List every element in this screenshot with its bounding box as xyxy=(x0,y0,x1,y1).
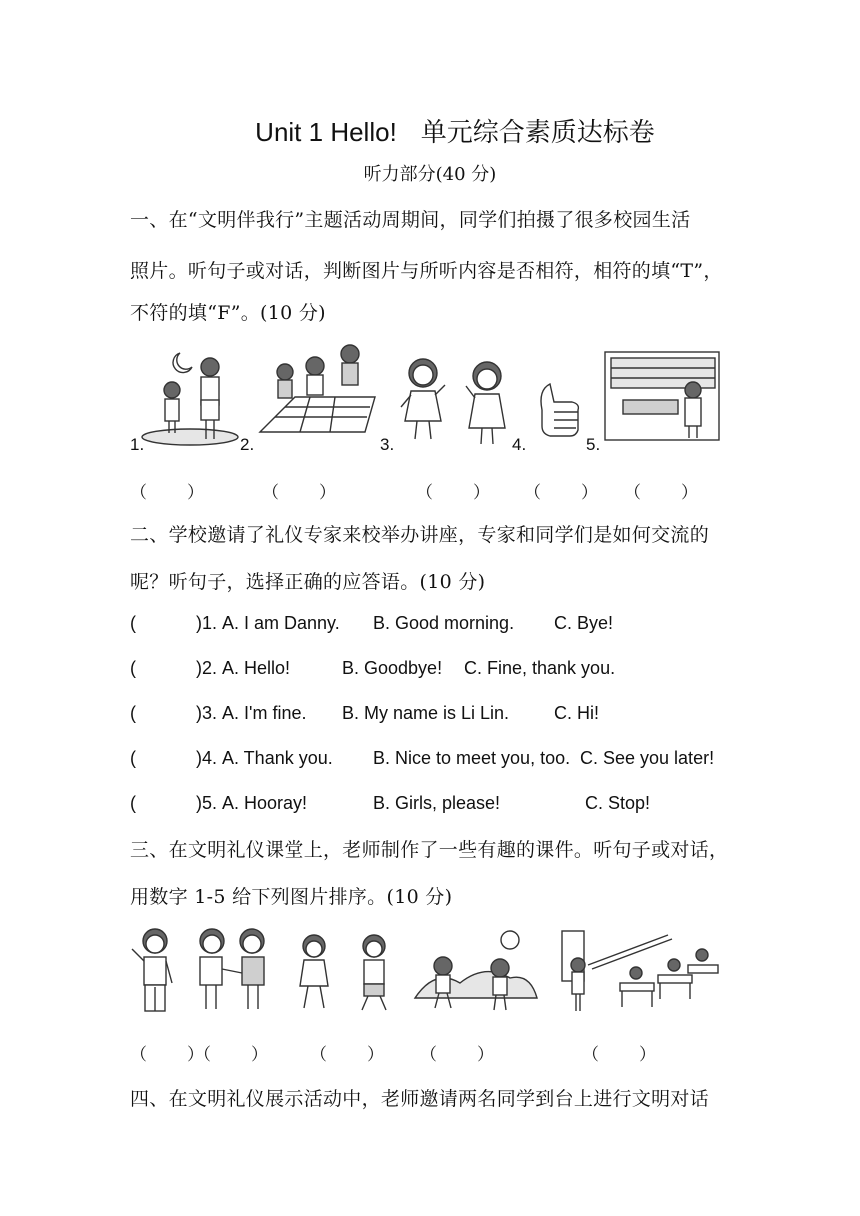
outdoor-greeting-picture xyxy=(415,928,540,1018)
classroom-picture xyxy=(558,925,723,1020)
order-blank-3[interactable]: （ ） xyxy=(310,1045,386,1065)
question-number: )3. xyxy=(196,703,218,723)
answer-paren[interactable]: ( xyxy=(130,658,136,678)
girl-greeting-picture xyxy=(462,358,512,448)
title-english: Unit 1 Hello! xyxy=(255,117,397,147)
picture-number-1: 1. xyxy=(130,435,145,454)
picture-number-5: 5. xyxy=(586,435,601,454)
section2-instruction-line1: 二、学校邀请了礼仪专家来校举办讲座，专家和同学们是如何交流的 xyxy=(130,524,710,546)
thumbs-up-picture xyxy=(532,380,587,440)
order-blank-1[interactable]: （ ） xyxy=(130,1045,206,1065)
section2-instruction-line2: 呢？听句子，选择正确的应答语。(10 分) xyxy=(130,571,486,593)
picture-number-2: 2. xyxy=(240,435,255,454)
option-b: B. Girls, please! xyxy=(373,793,501,813)
question-number: )4. xyxy=(196,748,218,768)
girl-waving-picture xyxy=(395,355,450,445)
option-b: B. Nice to meet you, too. xyxy=(373,748,571,768)
option-b: B. My name is Li Lin. xyxy=(342,703,510,723)
answer-paren[interactable]: ( xyxy=(130,748,136,768)
page-title xyxy=(0,112,860,149)
section1-instruction-line1: 一、在“文明伴我行”主题活动周期间，同学们拍摄了很多校园生活 xyxy=(130,209,691,231)
order-blank-2[interactable]: （ ） xyxy=(194,1045,270,1065)
library-picture xyxy=(603,350,721,442)
question-number: )1. xyxy=(196,613,218,633)
option-a: A. I am Danny. xyxy=(222,613,340,633)
handshake-picture xyxy=(190,925,275,1015)
option-c: C. Fine, thank you. xyxy=(464,658,616,678)
girl-backpack-picture xyxy=(292,932,337,1017)
picture-number-4: 4. xyxy=(512,435,527,454)
answer-paren[interactable]: ( xyxy=(130,703,136,723)
order-blank-5[interactable]: （ ） xyxy=(582,1045,658,1065)
title-chinese: 单元综合素质达标卷 xyxy=(420,118,655,148)
answer-paren[interactable]: ( xyxy=(130,793,136,813)
option-c: C. See you later! xyxy=(580,748,715,768)
option-c: C. Stop! xyxy=(585,793,651,813)
section1-instruction-line3: 不符的填“F”。(10 分) xyxy=(130,302,326,324)
answer-blank-5[interactable]: （ ） xyxy=(624,483,700,503)
boy-walking-picture xyxy=(352,932,397,1017)
section1-instruction-line2: 照片。听句子或对话，判断图片与所听内容是否相符，相符的填“T”， xyxy=(130,260,723,282)
answer-blank-1[interactable]: （ ） xyxy=(130,483,206,503)
answer-paren[interactable]: ( xyxy=(130,613,136,633)
option-a: A. Hooray! xyxy=(222,793,308,813)
option-b: B. Good morning. xyxy=(373,613,515,633)
section3-instruction-line1: 三、在文明礼仪课堂上，老师制作了一些有趣的课件。听句子或对话， xyxy=(130,839,729,861)
hopscotch-picture xyxy=(255,342,385,442)
night-greeting-picture xyxy=(140,345,240,445)
option-b: B. Goodbye! xyxy=(342,658,443,678)
listening-subtitle: 听力部分(40 分) xyxy=(363,164,497,185)
question-number: )2. xyxy=(196,658,218,678)
answer-blank-4[interactable]: （ ） xyxy=(524,483,600,503)
order-blank-4[interactable]: （ ） xyxy=(420,1045,496,1065)
option-c: C. Bye! xyxy=(554,613,614,633)
answer-blank-3[interactable]: （ ） xyxy=(416,483,492,503)
option-c: C. Hi! xyxy=(554,703,599,723)
option-a: A. I'm fine. xyxy=(222,703,307,723)
boy-waving-picture xyxy=(128,925,178,1020)
option-a: A. Hello! xyxy=(222,658,291,678)
picture-number-3: 3. xyxy=(380,435,395,454)
option-a: A. Thank you. xyxy=(222,748,333,768)
question-number: )5. xyxy=(196,793,218,813)
section3-instruction-line2: 用数字 1-5 给下列图片排序。(10 分) xyxy=(130,886,453,908)
section4-instruction-line1: 四、在文明礼仪展示活动中，老师邀请两名同学到台上进行文明对话 xyxy=(130,1088,710,1110)
answer-blank-2[interactable]: （ ） xyxy=(262,483,338,503)
